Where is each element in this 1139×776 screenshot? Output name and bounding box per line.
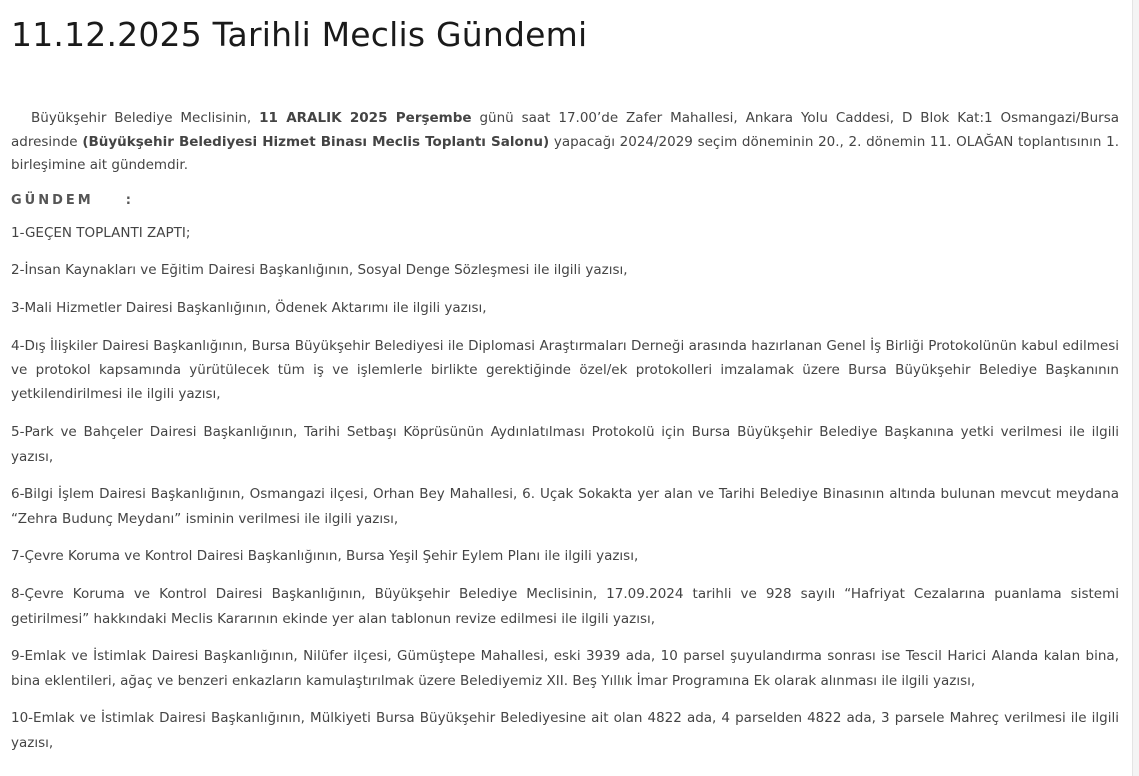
agenda-item-8: 8-Çevre Koruma ve Kontrol Dairesi Başkanlığının, Büyükşehir Belediye Meclisinin, 17.09.2024 tarihli ve 928 sayılı “Hafriyat Cezalarına puanlama sistemi getirilmesi” hakkındaki Meclis Kararının ekinde yer alan tablonun revize edilmesi ile ilgili yazısı, <box>11 586 1119 627</box>
agenda-page <box>11 0 1119 769</box>
agenda-heading <box>11 190 1119 212</box>
intro-meeting-date: 11 ARALIK 2025 Perşembe <box>259 110 472 126</box>
agenda-item-5: 5-Park ve Bahçeler Dairesi Başkanlığının, Tarihi Setbaşı Köprüsünün Aydınlatılması Protokolü için Bursa Büyükşehir Belediye Başkanına yetki verilmesi ile ilgili yazısı, <box>11 424 1119 465</box>
vertical-scrollbar[interactable] <box>1132 0 1139 776</box>
agenda-item-9: 9-Emlak ve İstimlak Dairesi Başkanlığının, Nilüfer ilçesi, Gümüştepe Mahallesi, eski 3939 ada, 10 parsel şuyulandırma sonrası ise Tescil Harici Alanda kalan bina, bina eklentileri, ağaç ve benzeri enkazların kamulaştırılmak üzere Belediyemiz XII. Beş Yıllık İmar Programına Ek olarak alınması ile ilgili yazısı, <box>11 648 1119 689</box>
agenda-item-3: 3-Mali Hizmetler Dairesi Başkanlığının, Ödenek Aktarımı ile ilgili yazısı, <box>11 300 487 317</box>
agenda-item-1: 1-GEÇEN TOPLANTI ZAPTI; <box>11 224 191 241</box>
intro-meeting-place: (Büyükşehir Belediyesi Hizmet Binası Meclis Toplantı Salonu) <box>82 133 550 150</box>
intro-text-3: yapacağı 2024/2029 seçim döneminin 20., 2. dönemin 11. OLAĞAN toplantısının 1. birleşimine ait gündemdir. <box>11 133 1119 173</box>
agenda-item-10: 10-Emlak ve İstimlak Dairesi Başkanlığının, Mülkiyeti Bursa Büyükşehir Belediyesine ait olan 4822 ada, 4 parselden 4822 ada, 3 parsele Mahreç verilmesi ile ilgili yazısı, <box>11 710 1119 751</box>
agenda-item-4: 4-Dış İlişkiler Dairesi Başkanlığının, Bursa Büyükşehir Belediyesi ile Diplomasi Araştırmaları Derneği arasında hazırlanan Genel İş Birliği Protokolünün kabul edilmesi ve protokol kapsamında yürütülecek tüm iş ve işlemlerle birlikte gerektiğinde özel/ek protokolleri imzalamak üzere Bursa Büyükşehir Belediye Başkanının yetkilendirilmesi ile ilgili yazısı, <box>11 337 1119 403</box>
agenda-heading-colon: : <box>125 192 134 208</box>
intro-text-2: günü saat 17.00’de Zafer Mahallesi, Ankara Yolu Caddesi, D Blok Kat:1 Osmangazi/Bursa adresinde <box>11 110 1120 150</box>
agenda-item-7: 7-Çevre Koruma ve Kontrol Dairesi Başkanlığının, Bursa Yeşil Şehir Eylem Planı ile ilgili yazısı, <box>11 548 639 565</box>
agenda-items <box>11 221 1119 756</box>
intro-paragraph <box>11 107 1119 178</box>
intro-text-1: Büyükşehir Belediye Meclisinin, <box>31 110 260 126</box>
page-title: 11.12.2025 Tarihli Meclis Gündemi <box>11 15 588 54</box>
agenda-item-2: 2-İnsan Kaynakları ve Eğitim Dairesi Başkanlığının, Sosyal Denge Sözleşmesi ile ilgili yazısı, <box>11 262 628 279</box>
agenda-heading-label: GÜNDEM <box>11 192 94 208</box>
agenda-item-6: 6-Bilgi İşlem Dairesi Başkanlığının, Osmangazi ilçesi, Orhan Bey Mahallesi, 6. Uçak Sokakta yer alan ve Tarihi Belediye Binasının altında bulunan mevcut meydana “Zehra Budunç Meydanı” isminin verilmesi ile ilgili yazısı, <box>11 486 1119 527</box>
